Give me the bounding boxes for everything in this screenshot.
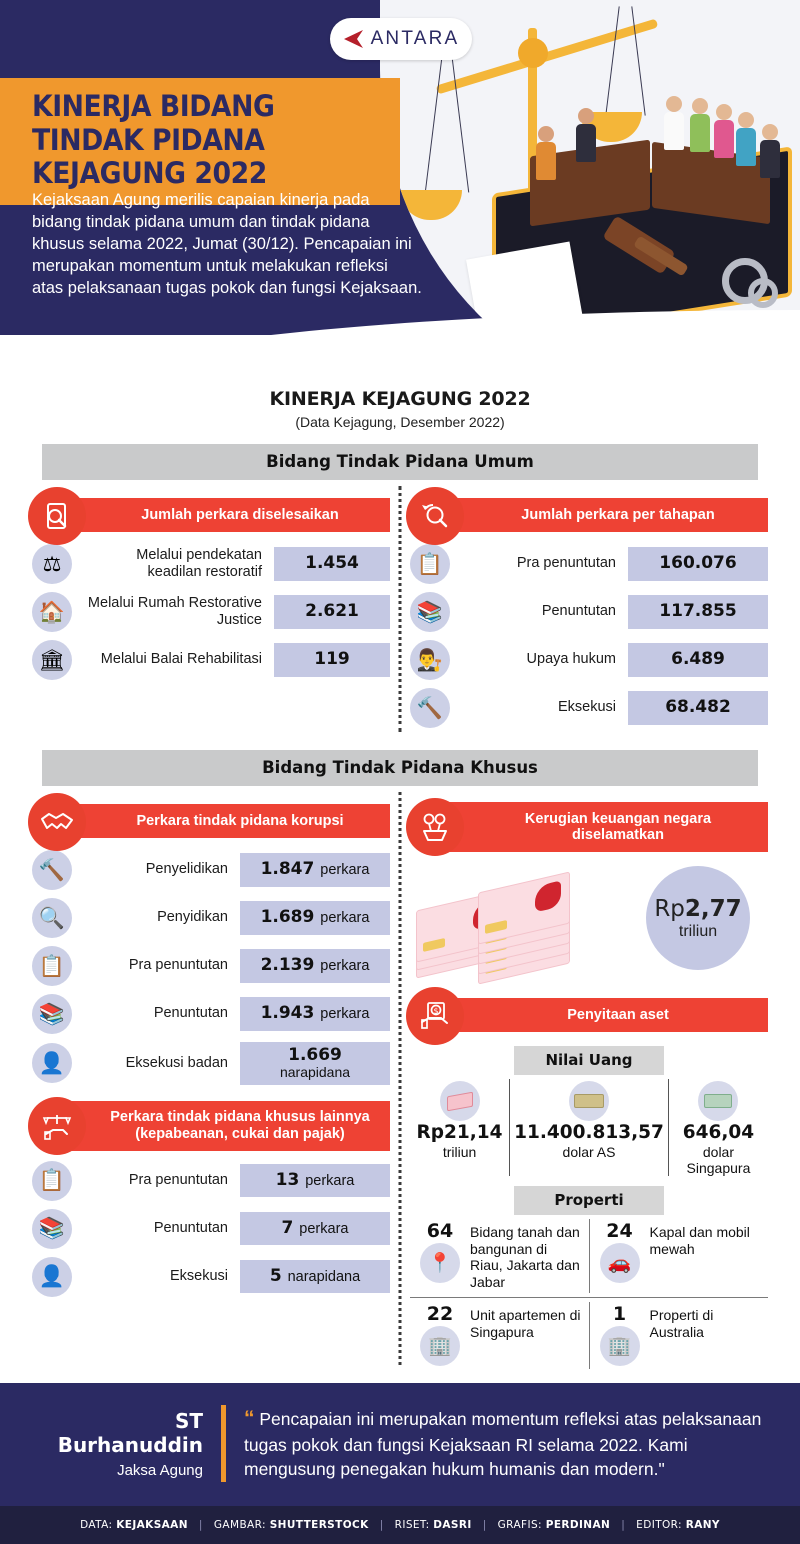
nilai-uang-unit: dolar Singapura: [686, 1144, 751, 1177]
properti-row: [410, 1219, 768, 1293]
nilai-uang-item: [509, 1079, 668, 1176]
properti-count: 64: [426, 1220, 454, 1243]
row-value: 1.689 perkara: [240, 901, 390, 934]
document-search-icon: [28, 487, 86, 545]
row-value: 68.482: [628, 691, 768, 724]
properti-label: Properti: [514, 1186, 664, 1215]
row-value: 5 narapidana: [240, 1260, 390, 1293]
gavel-plate-icon: 🔨: [32, 850, 72, 890]
books-icon: 📚: [32, 994, 72, 1034]
caption-bar: [54, 804, 390, 838]
table-row: [32, 850, 390, 890]
properti-item: [410, 1219, 589, 1293]
apartment-icon: 🏢: [420, 1326, 460, 1366]
properti-count: 1: [612, 1303, 627, 1326]
row-label: Penuntutan: [153, 1005, 228, 1022]
caption-penyitaan-aset: [410, 996, 768, 1036]
antara-logo[interactable]: [330, 18, 472, 60]
row-label: Melalui Balai Rehabilitasi: [100, 651, 262, 668]
properti-item: [589, 1302, 769, 1369]
antara-triangle-icon: [343, 29, 365, 49]
clipboard-pen-icon: 📋: [32, 1161, 72, 1201]
person-figure: [664, 96, 684, 150]
properti-left: [416, 1222, 464, 1283]
nilai-uang-value: 646,04: [682, 1122, 755, 1143]
clipboard-pen-icon: 📋: [410, 544, 450, 584]
quote-mark-icon: “: [244, 1407, 255, 1431]
quote-text-wrap: [226, 1405, 774, 1481]
money-plant-icon: [406, 798, 464, 856]
person-figure: [736, 112, 756, 166]
credit-sep: |: [482, 1518, 487, 1531]
table-row: [32, 1209, 390, 1249]
kerugian-amount-badge: [646, 866, 750, 970]
row-value: 119: [274, 643, 390, 676]
properti-text: Bidang tanah dan bangunan di Riau, Jakarta dan Jabar: [470, 1224, 580, 1290]
quote-role: Jaksa Agung: [117, 1461, 203, 1479]
umum-columns: [22, 480, 778, 736]
credit-sep: |: [198, 1518, 203, 1531]
person-figure: [576, 108, 596, 162]
umum-right-column: [400, 480, 778, 736]
row-value: 2.139 perkara: [240, 949, 390, 982]
caption-label: Jumlah perkara diselesaikan: [141, 506, 339, 523]
caption-perkara-korupsi: [32, 802, 390, 842]
umum-left-column: [22, 480, 400, 736]
person-figure: [760, 124, 780, 178]
scale-knob-shape: [518, 38, 548, 68]
person-figure: [690, 98, 710, 152]
person-figure: [714, 104, 734, 158]
header-lede: Kejaksaan Agung merilis capaian kinerja pada bidang tindak pidana umum dan tindak pidana khusus selama 2022, Jumat (30/12). Pencapaian ini merupakan momentum untuk melakukan refleksi atas pelaksanaan tugas pokok dan fungsi Kejaksaan.: [32, 191, 422, 297]
section-band-umum: Bidang Tindak Pidana Umum: [42, 444, 758, 480]
properti-count: 22: [426, 1303, 454, 1326]
nilai-uang-item: [668, 1079, 768, 1176]
row-label: Melalui pendekatan keadilan restoratif: [136, 546, 262, 580]
properti-left: [596, 1222, 644, 1283]
table-row: [410, 688, 768, 728]
caption-label: Jumlah perkara per tahapan: [521, 506, 715, 523]
table-row: [32, 946, 390, 986]
classical-building-icon: 🏛: [32, 640, 72, 680]
row-value: 1.454: [274, 547, 390, 580]
credit-item: EDITOR: RANY: [636, 1518, 720, 1531]
page-title: KINERJA BIDANG TINDAK PIDANA KEJAGUNG 2022: [32, 89, 275, 191]
caption-perkara-khusus-lainnya: [32, 1101, 390, 1153]
row-label: Pra penuntutan: [128, 957, 228, 974]
table-row: [410, 592, 768, 632]
column-divider: [399, 486, 402, 732]
table-row: [32, 1161, 390, 1201]
row-label: Penyelidikan: [145, 861, 228, 878]
books-icon: 📚: [410, 592, 450, 632]
nilai-uang-value: 11.400.813,57: [514, 1122, 664, 1143]
scales-hand-icon: [28, 1097, 86, 1155]
table-row: [32, 544, 390, 584]
table-row: [32, 994, 390, 1034]
shield-scales-icon: ⚖: [32, 544, 72, 584]
quote-name: ST Burhanuddin: [57, 1408, 203, 1457]
header: [0, 0, 800, 430]
credits-bar: [0, 1506, 800, 1544]
envelope-magnifier-icon: 🔍: [32, 898, 72, 938]
courtroom-icon: 👨‍⚖️: [410, 640, 450, 680]
quote-attribution: [26, 1409, 221, 1479]
dollar-notes-icon: [514, 1079, 664, 1123]
properti-item: [589, 1219, 769, 1293]
properti-grid: [410, 1219, 768, 1369]
kerugian-amount: Rp2,77: [654, 895, 742, 922]
row-label: Eksekusi: [557, 699, 616, 716]
section-band-khusus: Bidang Tindak Pidana Khusus: [42, 750, 758, 786]
properti-left: [416, 1305, 464, 1366]
credit-sep: |: [379, 1518, 384, 1531]
row-label: Pra penuntutan: [128, 1172, 228, 1189]
credit-item: DATA: KEJAKSAAN: [80, 1518, 188, 1531]
row-value: 1.847 perkara: [240, 853, 390, 886]
table-row: [32, 1257, 390, 1297]
caption-jumlah-perkara-diselesaikan: [32, 496, 390, 536]
caption-bar: [432, 498, 768, 532]
caption-label: Perkara tindak pidana korupsi: [136, 812, 344, 829]
properti-count: 24: [606, 1220, 633, 1243]
table-row: [32, 592, 390, 632]
row-value: 1.943 perkara: [240, 997, 390, 1030]
credit-item: GAMBAR: SHUTTERSTOCK: [213, 1518, 369, 1531]
row-value: 1.669 narapidana: [240, 1042, 390, 1085]
khusus-columns: [22, 786, 778, 1369]
car-icon: 🚗: [600, 1243, 640, 1283]
table-row: [32, 898, 390, 938]
handshake-icon: [28, 793, 86, 851]
credit-sep: |: [621, 1518, 626, 1531]
properti-text: Properti di Australia: [649, 1307, 714, 1340]
gavel-icon: 🔨: [410, 688, 450, 728]
row-label: Upaya hukum: [526, 651, 616, 668]
nilai-uang-unit: triliun: [442, 1144, 477, 1161]
row-label: Pra penuntutan: [516, 555, 616, 572]
hand-money-receipt-icon: [406, 987, 464, 1045]
row-value: 160.076: [628, 547, 768, 580]
properti-left: [596, 1305, 644, 1366]
properti-text: Kapal dan mobil mewah: [649, 1224, 750, 1257]
kerugian-illustration: [410, 860, 768, 980]
header-title-box: [0, 78, 400, 205]
credit-item: GRAFIS: PERDINAN: [497, 1518, 611, 1531]
credit-item: RISET: DASRI: [394, 1518, 472, 1531]
main-content: [0, 388, 800, 1369]
caption-bar: [54, 1101, 390, 1151]
properti-text: Unit apartemen di Singapura: [470, 1307, 581, 1340]
main-title: KINERJA KEJAGUNG 2022: [269, 388, 531, 410]
caption-jumlah-perkara-per-tahapan: [410, 496, 768, 536]
khusus-left-column: [22, 786, 400, 1369]
handcuff-shape-2: [748, 278, 778, 308]
quote-text: Pencapaian ini merupakan momentum refleksi atas pelaksanaan tugas pokok dan fungsi Kejaksaan RI selama 2022. Kami mengusung penegakan hukum humanis dan modern.": [244, 1409, 762, 1479]
row-value: 2.621: [274, 595, 390, 628]
row-label: Eksekusi badan: [125, 1054, 228, 1071]
prisoner-icon: 👤: [32, 1043, 72, 1083]
main-subtitle: (Data Kejagung, Desember 2022): [295, 414, 505, 430]
singapore-dollar-icon: [673, 1079, 764, 1123]
scale-string-left: [425, 58, 442, 192]
khusus-right-column: [400, 786, 778, 1369]
row-value: 7 perkara: [240, 1212, 390, 1245]
antara-logo-text: ANTARA: [370, 28, 460, 49]
row-label: Penyidikan: [157, 909, 228, 926]
table-row: [410, 640, 768, 680]
svg-text:$: $: [433, 1006, 439, 1016]
properti-row: [410, 1297, 768, 1369]
nilai-uang-value: Rp21,14: [416, 1122, 503, 1143]
kerugian-amount-unit: triliun: [678, 922, 718, 940]
map-pin-icon: 📍: [420, 1243, 460, 1283]
properti-item: [410, 1302, 589, 1369]
row-value: 13 perkara: [240, 1164, 390, 1197]
nilai-uang-label: Nilai Uang: [514, 1046, 664, 1075]
table-row: [32, 1042, 390, 1085]
row-label: Penuntutan: [153, 1220, 228, 1237]
caption-label: Penyitaan aset: [567, 1006, 669, 1023]
caption-label: Kerugian keuangan negara diselamatkan: [524, 810, 712, 843]
row-label: Melalui Rumah Restorative Justice: [87, 594, 262, 628]
prisoner-icon: 👤: [32, 1257, 72, 1297]
row-value: 6.489: [628, 643, 768, 676]
clipboard-pen-icon: 📋: [32, 946, 72, 986]
books-icon: 📚: [32, 1209, 72, 1249]
nilai-uang-group: [410, 1079, 768, 1176]
building-icon: 🏢: [600, 1326, 640, 1366]
caption-kerugian-negara: [410, 802, 768, 854]
house-icon: 🏠: [32, 592, 72, 632]
column-divider: [399, 792, 402, 1365]
table-row: [410, 544, 768, 584]
caption-bar: [54, 498, 390, 532]
magnifier-arrow-icon: [406, 487, 464, 545]
caption-bar: [432, 998, 768, 1032]
quote-section: [0, 1383, 800, 1505]
row-value: 117.855: [628, 595, 768, 628]
row-label: Penuntutan: [541, 603, 616, 620]
table-row: [32, 640, 390, 680]
caption-label: Perkara tindak pidana khusus lainnya (kepabeanan, cukai dan pajak): [110, 1109, 370, 1142]
caption-bar: [432, 802, 768, 852]
scale-string-right: [605, 6, 619, 115]
nilai-uang-unit: dolar AS: [562, 1144, 616, 1161]
person-figure: [536, 126, 556, 180]
row-label: Eksekusi: [169, 1268, 228, 1285]
nilai-uang-item: [410, 1079, 509, 1176]
rupiah-notes-icon: [414, 1079, 505, 1123]
